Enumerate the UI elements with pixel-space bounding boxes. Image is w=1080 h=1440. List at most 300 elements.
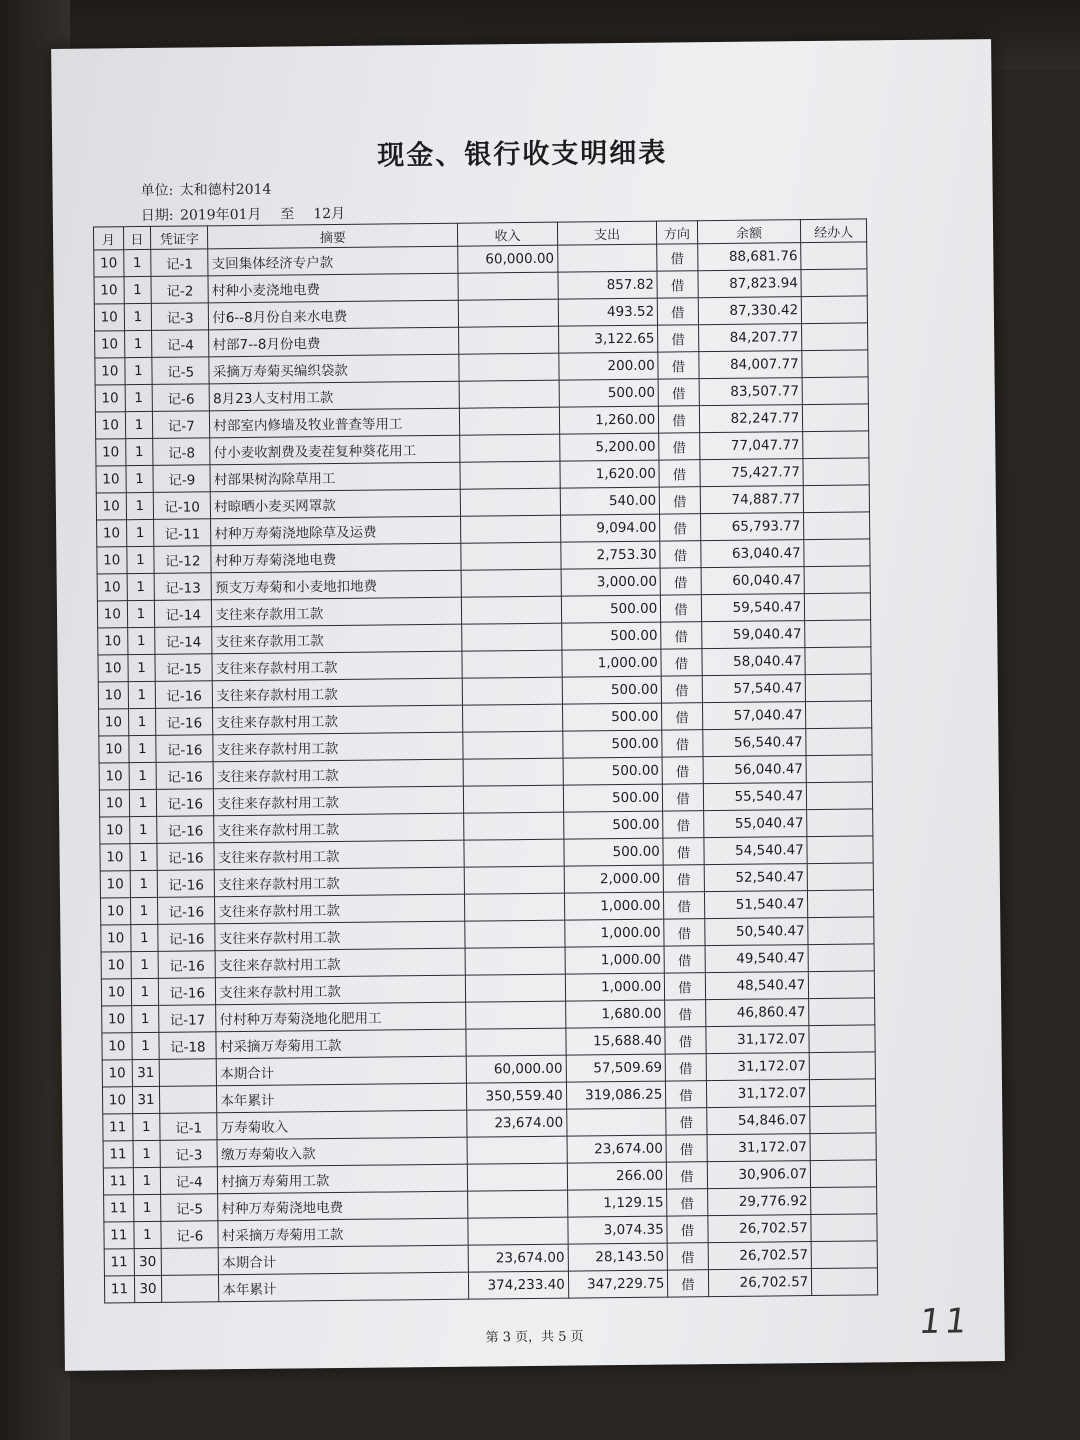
cell-summary: 付村种万寿菊浇地化肥用工 <box>216 1002 466 1032</box>
cell-month: 10 <box>96 439 126 466</box>
cell-voucher: 记-4 <box>152 330 209 358</box>
cell-summary: 支往来存款村用工款 <box>213 678 463 708</box>
cell-month: 11 <box>104 1222 134 1249</box>
cell-handler <box>806 728 872 756</box>
cell-direction: 借 <box>663 865 704 892</box>
cell-balance: 74,887.77 <box>700 486 804 514</box>
cell-balance: 77,047.77 <box>699 432 803 460</box>
cell-income <box>464 839 564 867</box>
cell-day: 1 <box>125 411 153 438</box>
cell-summary: 支回集体经济专户款 <box>208 246 458 276</box>
cell-day: 1 <box>133 1167 161 1194</box>
cell-income <box>459 353 559 381</box>
cell-income <box>462 596 562 624</box>
cell-summary: 支往来存款村用工款 <box>213 705 463 735</box>
cell-day: 31 <box>132 1086 160 1113</box>
cell-direction: 借 <box>666 1081 707 1108</box>
cell-balance: 26,702.57 <box>707 1215 811 1243</box>
cell-summary: 村部室内修墙及牧业普查等用工 <box>210 408 460 438</box>
cell-month: 10 <box>95 331 125 358</box>
cell-direction: 借 <box>665 1000 706 1027</box>
cell-month: 10 <box>99 763 129 790</box>
cell-day: 1 <box>132 1032 160 1059</box>
cell-day: 1 <box>130 870 158 897</box>
cell-day: 1 <box>124 330 152 357</box>
cell-day: 1 <box>131 978 159 1005</box>
cell-balance: 63,040.47 <box>700 540 804 568</box>
date-to-label: 至 <box>280 206 295 223</box>
cell-expense: 500.00 <box>563 784 663 812</box>
cell-direction: 借 <box>661 622 702 649</box>
cell-income <box>467 1136 567 1164</box>
cell-month: 10 <box>95 358 125 385</box>
cell-month: 10 <box>95 385 125 412</box>
cell-summary: 支往来存款村用工款 <box>215 948 465 978</box>
cell-direction: 借 <box>663 811 704 838</box>
cell-voucher: 记-16 <box>158 924 215 952</box>
cell-month: 10 <box>99 709 129 736</box>
cell-income <box>463 758 563 786</box>
cell-summary: 预支万寿菊和小麦地扣地费 <box>211 570 461 600</box>
cell-month: 10 <box>98 682 128 709</box>
cell-month: 10 <box>100 871 130 898</box>
cell-month: 10 <box>101 979 131 1006</box>
page-footer: 第 3 页，共 5 页 <box>485 1329 584 1346</box>
cell-month: 10 <box>98 655 128 682</box>
cell-voucher: 记-16 <box>158 897 215 925</box>
cell-direction: 借 <box>660 487 701 514</box>
cell-income <box>466 1028 566 1056</box>
unit-line <box>140 179 271 200</box>
cell-voucher: 记-16 <box>156 735 213 763</box>
cell-summary: 支往来存款村用工款 <box>213 732 463 762</box>
cell-direction: 借 <box>662 730 703 757</box>
cell-month: 10 <box>96 466 126 493</box>
cell-balance: 58,040.47 <box>701 648 805 676</box>
cell-handler <box>802 323 868 351</box>
cell-summary: 万寿菊收入 <box>217 1110 467 1140</box>
cell-voucher: 记-16 <box>158 951 215 979</box>
cell-handler <box>807 782 873 810</box>
cell-balance: 26,702.57 <box>708 1269 812 1297</box>
ledger-table <box>93 218 878 1303</box>
cell-summary: 村部7--8月份电费 <box>209 327 459 357</box>
cell-summary: 本年累计 <box>217 1083 467 1113</box>
cell-handler <box>806 701 872 729</box>
cell-month: 10 <box>98 628 128 655</box>
cell-day: 1 <box>132 1113 160 1140</box>
cell-handler <box>812 1268 878 1296</box>
cell-voucher: 记-13 <box>154 573 211 601</box>
cell-balance: 55,040.47 <box>703 810 807 838</box>
cell-month: 11 <box>104 1249 134 1276</box>
cell-direction: 借 <box>667 1189 708 1216</box>
cell-handler <box>802 377 868 405</box>
cell-expense: 319,086.25 <box>566 1081 666 1109</box>
header-day: 日 <box>123 226 151 249</box>
cell-summary: 支往来存款村用工款 <box>216 975 466 1005</box>
header-income: 收入 <box>458 222 558 246</box>
cell-day: 1 <box>127 600 155 627</box>
cell-summary: 村种万寿菊浇地电费 <box>218 1191 468 1221</box>
cell-voucher: 记-1 <box>151 249 208 277</box>
cell-balance: 57,540.47 <box>702 675 806 703</box>
cell-handler <box>806 755 872 783</box>
header-direction: 方向 <box>657 221 697 244</box>
cell-income <box>463 704 563 732</box>
cell-day: 1 <box>128 654 156 681</box>
header-month: 月 <box>93 227 123 250</box>
cell-income <box>465 920 565 948</box>
cell-handler <box>811 1241 877 1269</box>
cell-day: 1 <box>126 546 154 573</box>
cell-expense: 500.00 <box>564 838 664 866</box>
cell-income <box>458 272 558 300</box>
cell-voucher <box>159 1059 216 1087</box>
cell-day: 1 <box>124 303 152 330</box>
cell-income <box>459 380 559 408</box>
cell-summary: 支往来存款村用工款 <box>215 921 465 951</box>
cell-expense: 3,074.35 <box>568 1216 668 1244</box>
cell-summary: 支往来存款村用工款 <box>212 651 462 681</box>
cell-balance: 65,793.77 <box>700 513 804 541</box>
cell-day: 1 <box>131 1005 159 1032</box>
cell-month: 11 <box>103 1168 133 1195</box>
cell-voucher: 记-7 <box>153 411 210 439</box>
cell-expense: 500.00 <box>563 757 663 785</box>
cell-summary: 村摘万寿菊用工款 <box>218 1164 468 1194</box>
cell-voucher <box>161 1248 218 1276</box>
header-handler: 经办人 <box>801 219 867 243</box>
cell-income <box>462 677 562 705</box>
cell-voucher <box>160 1086 217 1114</box>
cell-handler <box>810 1133 876 1161</box>
cell-day: 1 <box>124 357 152 384</box>
cell-expense: 500.00 <box>563 730 663 758</box>
cell-direction: 借 <box>659 433 700 460</box>
cell-direction: 借 <box>662 676 703 703</box>
cell-balance: 30,906.07 <box>707 1161 811 1189</box>
cell-voucher: 记-14 <box>155 627 212 655</box>
header-summary: 摘要 <box>208 223 458 249</box>
cell-balance: 55,540.47 <box>703 783 807 811</box>
cell-handler <box>802 350 868 378</box>
cell-handler <box>810 1079 876 1107</box>
cell-summary: 支往来存款村用工款 <box>214 786 464 816</box>
cell-direction: 借 <box>664 946 705 973</box>
date-label: 日期: <box>140 207 174 225</box>
cell-balance: 56,540.47 <box>702 729 806 757</box>
cell-direction: 借 <box>667 1162 708 1189</box>
cell-summary: 支往来存款村用工款 <box>215 894 465 924</box>
handwritten-page-mark: 11 <box>916 1301 974 1342</box>
cell-handler <box>809 998 875 1026</box>
cell-handler <box>805 647 871 675</box>
cell-summary: 村采摘万寿菊用工款 <box>216 1029 466 1059</box>
cell-income <box>461 542 561 570</box>
cell-income <box>468 1190 568 1218</box>
unit-label: 单位: <box>140 182 174 200</box>
cell-day: 1 <box>134 1221 162 1248</box>
cell-handler <box>809 1025 875 1053</box>
cell-day: 1 <box>125 384 153 411</box>
cell-expense: 540.00 <box>560 487 660 515</box>
cell-month: 10 <box>96 493 126 520</box>
cell-direction: 借 <box>667 1216 708 1243</box>
date-line <box>141 203 345 225</box>
cell-direction: 借 <box>658 325 699 352</box>
cell-expense: 23,674.00 <box>567 1135 667 1163</box>
cell-summary: 村部果树沟除草用工 <box>210 462 460 492</box>
cell-month: 10 <box>102 1006 132 1033</box>
cell-balance: 31,172.07 <box>706 1080 810 1108</box>
cell-voucher: 记-6 <box>152 384 209 412</box>
cell-voucher: 记-16 <box>157 789 214 817</box>
cell-day: 1 <box>129 816 157 843</box>
cell-month: 10 <box>100 844 130 871</box>
cell-summary: 付6--8月份自来水电费 <box>209 300 459 330</box>
cell-month: 10 <box>99 736 129 763</box>
cell-balance: 88,681.76 <box>697 243 801 271</box>
cell-voucher <box>162 1275 219 1303</box>
cell-summary: 本期合计 <box>219 1245 469 1275</box>
cell-income <box>459 326 559 354</box>
table-body <box>94 242 878 1303</box>
cell-day: 1 <box>128 681 156 708</box>
cell-income <box>468 1163 568 1191</box>
cell-voucher: 记-5 <box>161 1194 218 1222</box>
header-balance: 余额 <box>697 220 801 244</box>
cell-expense: 1,000.00 <box>565 919 665 947</box>
cell-direction: 借 <box>661 595 702 622</box>
cell-direction: 借 <box>662 757 703 784</box>
cell-month: 10 <box>102 1033 132 1060</box>
cell-day: 31 <box>132 1059 160 1086</box>
cell-voucher: 记-18 <box>159 1032 216 1060</box>
cell-balance: 59,540.47 <box>701 594 805 622</box>
cell-expense: 500.00 <box>559 379 659 407</box>
cell-direction: 借 <box>660 541 701 568</box>
cell-expense: 500.00 <box>562 676 662 704</box>
cell-income <box>460 434 560 462</box>
cell-direction: 借 <box>663 838 704 865</box>
cell-day: 1 <box>131 951 159 978</box>
cell-direction: 借 <box>660 514 701 541</box>
cell-direction: 借 <box>664 919 705 946</box>
cell-voucher: 记-4 <box>160 1167 217 1195</box>
cell-summary: 支往来存款用工款 <box>212 597 462 627</box>
cell-income <box>462 650 562 678</box>
cell-handler <box>805 593 871 621</box>
cell-balance: 75,427.77 <box>699 459 803 487</box>
cell-handler <box>811 1187 877 1215</box>
cell-income <box>462 623 562 651</box>
cell-expense: 1,000.00 <box>564 892 664 920</box>
cell-income <box>460 407 560 435</box>
cell-voucher: 记-12 <box>154 546 211 574</box>
cell-summary: 支往来存款村用工款 <box>215 867 465 897</box>
cell-balance: 50,540.47 <box>704 918 808 946</box>
cell-direction: 借 <box>665 1054 706 1081</box>
cell-handler <box>807 809 873 837</box>
cell-handler <box>801 242 867 270</box>
cell-direction: 借 <box>657 271 698 298</box>
cell-handler <box>810 1106 876 1134</box>
cell-expense: 57,509.69 <box>566 1054 666 1082</box>
cell-voucher: 记-9 <box>153 465 210 493</box>
date-from: 2019年01月 <box>179 206 262 224</box>
cell-balance: 87,330.42 <box>698 297 802 325</box>
cell-direction: 借 <box>666 1135 707 1162</box>
cell-day: 1 <box>130 843 158 870</box>
cell-expense: 1,129.15 <box>567 1189 667 1217</box>
cell-month: 10 <box>95 412 125 439</box>
cell-handler <box>809 971 875 999</box>
cell-direction: 借 <box>662 703 703 730</box>
cell-handler <box>811 1160 877 1188</box>
cell-direction: 借 <box>665 973 706 1000</box>
cell-expense: 266.00 <box>567 1162 667 1190</box>
cell-balance: 49,540.47 <box>705 945 809 973</box>
cell-balance: 46,860.47 <box>705 999 809 1027</box>
cell-summary: 村种万寿菊浇地除草及运费 <box>211 516 461 546</box>
cell-expense: 347,229.75 <box>568 1270 668 1298</box>
cell-direction: 借 <box>665 1027 706 1054</box>
cell-handler <box>802 296 868 324</box>
cell-day: 1 <box>133 1194 161 1221</box>
cell-direction: 借 <box>668 1270 709 1297</box>
cell-expense: 5,200.00 <box>559 433 659 461</box>
cell-direction: 借 <box>660 568 701 595</box>
cell-month: 10 <box>97 520 127 547</box>
cell-expense: 3,000.00 <box>561 568 661 596</box>
cell-balance: 31,172.07 <box>707 1134 811 1162</box>
cell-voucher: 记-10 <box>153 492 210 520</box>
cell-expense: 500.00 <box>562 703 662 731</box>
cell-day: 1 <box>128 708 156 735</box>
cell-income <box>458 299 558 327</box>
cell-voucher: 记-3 <box>151 303 208 331</box>
cell-day: 1 <box>130 897 158 924</box>
cell-summary: 支往来存款村用工款 <box>214 840 464 870</box>
cell-voucher: 记-16 <box>159 978 216 1006</box>
cell-voucher: 记-1 <box>160 1113 217 1141</box>
ledger-sheet <box>51 39 1005 1371</box>
cell-income: 60,000.00 <box>458 245 558 273</box>
cell-balance: 84,007.77 <box>698 351 802 379</box>
cell-income <box>465 893 565 921</box>
cell-month: 11 <box>104 1276 134 1303</box>
cell-summary: 支往来存款用工款 <box>212 624 462 654</box>
cell-balance: 60,040.47 <box>701 567 805 595</box>
cell-expense: 857.82 <box>558 271 658 299</box>
cell-direction: 借 <box>667 1243 708 1270</box>
cell-handler <box>804 539 870 567</box>
cell-income <box>460 488 560 516</box>
cell-balance: 48,540.47 <box>705 972 809 1000</box>
cell-balance: 83,507.77 <box>699 378 803 406</box>
cell-direction: 借 <box>658 298 699 325</box>
cell-balance: 57,040.47 <box>702 702 806 730</box>
cell-income: 350,559.40 <box>467 1082 567 1110</box>
cell-day: 1 <box>125 438 153 465</box>
cell-month: 10 <box>101 925 131 952</box>
cell-expense: 1,620.00 <box>560 460 660 488</box>
cell-expense: 3,122.65 <box>558 325 658 353</box>
document-title: 现金、银行收支明细表 <box>377 137 668 172</box>
cell-voucher: 记-6 <box>161 1221 218 1249</box>
cell-month: 10 <box>102 1060 132 1087</box>
cell-voucher: 记-16 <box>157 816 214 844</box>
date-to: 12月 <box>313 205 346 223</box>
cell-handler <box>808 944 874 972</box>
cell-expense: 500.00 <box>563 811 663 839</box>
cell-voucher: 记-15 <box>155 654 212 682</box>
cell-expense: 2,000.00 <box>564 865 664 893</box>
cell-expense <box>557 244 657 272</box>
cell-income: 374,233.40 <box>469 1271 569 1299</box>
cell-income <box>461 569 561 597</box>
cell-expense: 9,094.00 <box>560 514 660 542</box>
cell-handler <box>808 890 874 918</box>
cell-month: 10 <box>97 601 127 628</box>
cell-handler <box>803 431 869 459</box>
cell-balance: 52,540.47 <box>704 864 808 892</box>
cell-handler <box>805 620 871 648</box>
cell-handler <box>807 836 873 864</box>
cell-income <box>464 812 564 840</box>
cell-balance: 82,247.77 <box>699 405 803 433</box>
cell-direction: 借 <box>661 649 702 676</box>
cell-balance: 56,040.47 <box>703 756 807 784</box>
cell-summary: 本年累计 <box>219 1272 469 1302</box>
cell-summary: 8月23人支村用工款 <box>209 381 459 411</box>
cell-handler <box>804 566 870 594</box>
cell-expense: 1,000.00 <box>562 649 662 677</box>
cell-direction: 借 <box>659 460 700 487</box>
cell-month: 10 <box>94 250 124 277</box>
cell-summary: 村晾晒小麦买网罩款 <box>211 489 461 519</box>
cell-day: 1 <box>128 735 156 762</box>
cell-summary: 村采摘万寿菊用工款 <box>218 1218 468 1248</box>
cell-balance: 29,776.92 <box>707 1188 811 1216</box>
cell-month: 10 <box>100 898 130 925</box>
cell-handler <box>805 674 871 702</box>
cell-month: 10 <box>97 574 127 601</box>
cell-day: 1 <box>124 276 152 303</box>
cell-day: 1 <box>126 519 154 546</box>
cell-month: 10 <box>102 1087 132 1114</box>
cell-handler <box>801 269 867 297</box>
cell-handler <box>811 1214 877 1242</box>
cell-summary: 缴万寿菊收入款 <box>217 1137 467 1167</box>
cell-handler <box>803 404 869 432</box>
cell-expense: 1,000.00 <box>565 973 665 1001</box>
cell-expense: 500.00 <box>561 622 661 650</box>
cell-summary: 村种小麦浇地电费 <box>208 273 458 303</box>
cell-balance: 59,040.47 <box>701 621 805 649</box>
cell-day: 1 <box>123 249 151 276</box>
cell-voucher: 记-16 <box>157 870 214 898</box>
cell-direction: 借 <box>657 244 698 271</box>
cell-expense: 1,000.00 <box>565 946 665 974</box>
cell-summary: 支往来存款村用工款 <box>214 813 464 843</box>
cell-handler <box>803 458 869 486</box>
cell-month: 11 <box>104 1195 134 1222</box>
unit-value: 太和德村2014 <box>179 181 272 199</box>
cell-expense: 500.00 <box>561 595 661 623</box>
cell-day: 1 <box>126 465 154 492</box>
